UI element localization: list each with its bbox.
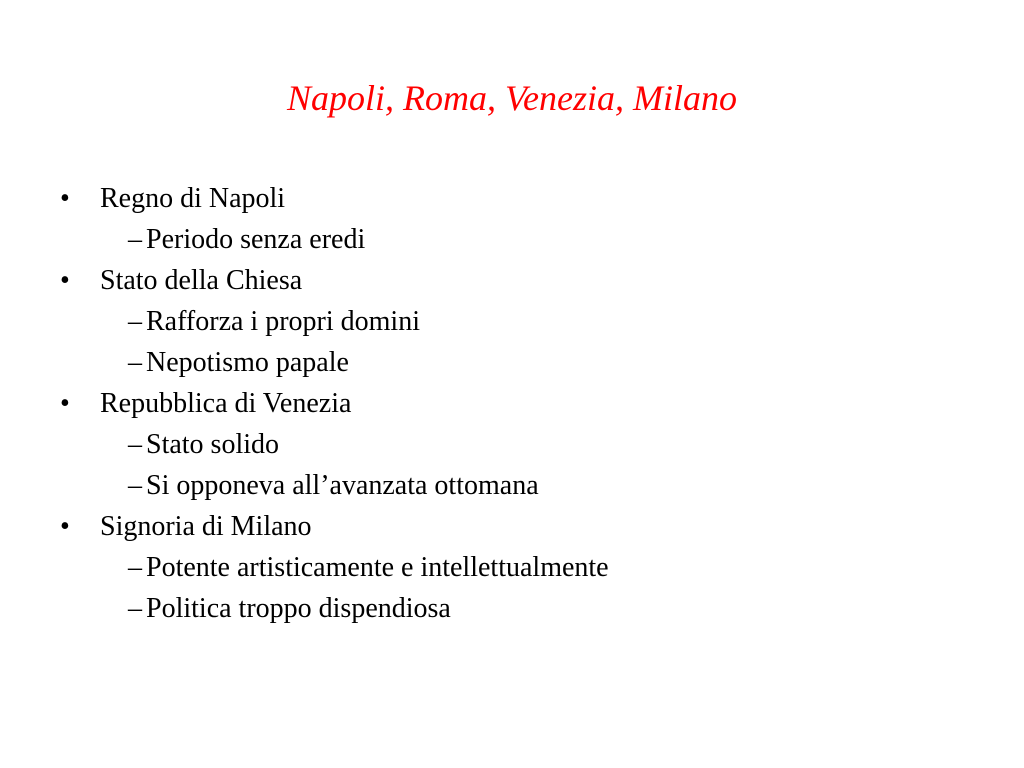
dash-marker: – — [128, 306, 142, 337]
bullet-marker: • — [60, 265, 70, 296]
list-item — [0, 383, 1024, 424]
sub-list-item-text: Si opponeva all’avanzata ottomana — [146, 470, 539, 501]
sub-list-item-text: Potente artisticamente e intellettualmente — [146, 552, 609, 583]
list-item — [0, 506, 1024, 547]
list-item — [0, 260, 1024, 301]
bullet-marker: • — [60, 511, 70, 542]
list-item-text: Stato della Chiesa — [100, 265, 303, 296]
dash-marker: – — [128, 552, 142, 583]
sub-list-item-text: Periodo senza eredi — [146, 224, 366, 255]
sub-list-item-text: Stato solido — [146, 429, 280, 460]
bullet-marker: • — [60, 388, 70, 419]
dash-marker: – — [128, 429, 142, 460]
sub-list-item — [0, 547, 1024, 588]
sub-list-item — [0, 342, 1024, 383]
sub-list-item — [0, 424, 1024, 465]
dash-marker: – — [128, 470, 142, 501]
bullet-list — [0, 178, 1024, 629]
sub-list-item — [0, 465, 1024, 506]
list-item — [0, 178, 1024, 219]
dash-marker: – — [128, 347, 142, 378]
sub-list-item — [0, 301, 1024, 342]
bullet-marker: • — [60, 183, 70, 214]
sub-list-item-text: Rafforza i propri domini — [146, 306, 420, 337]
dash-marker: – — [128, 224, 142, 255]
sub-list-item-text: Nepotismo papale — [146, 347, 349, 378]
sub-list-item — [0, 219, 1024, 260]
list-item-text: Repubblica di Venezia — [100, 388, 352, 419]
list-item-text: Signoria di Milano — [100, 511, 312, 542]
slide-title: Napoli, Roma, Venezia, Milano — [287, 78, 737, 118]
dash-marker: – — [128, 593, 142, 624]
sub-list-item-text: Politica troppo dispendiosa — [146, 593, 451, 624]
list-item-text: Regno di Napoli — [100, 183, 286, 214]
sub-list-item — [0, 588, 1024, 629]
